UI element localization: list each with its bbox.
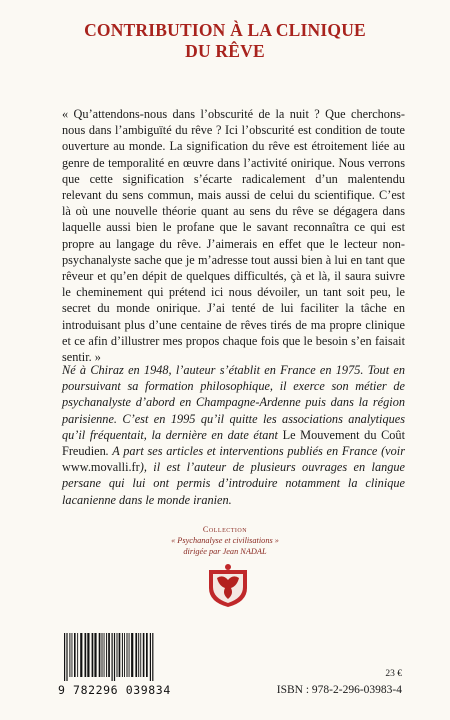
barcode-bar bbox=[64, 633, 65, 681]
author-bio-text-1: Né à Chiraz en 1948, l’auteur s’établit en France en 1975. Tout en poursuivant sa formation philosophique, il exerce son métier de psychanalyste d’abord en Champagne-Ardenne puis dans la région parisienne. C’est en 1995 qu’il quitte les associations analytiques qu’il fréquentait, la dernière en date étant bbox=[62, 363, 405, 442]
barcode-bar bbox=[80, 633, 82, 677]
author-bio-text-2: . A part ses articles et interventions publiés en France (voir bbox=[105, 444, 405, 459]
barcode-bar bbox=[152, 633, 153, 681]
barcode-bar bbox=[119, 633, 121, 677]
author-bio bbox=[62, 362, 405, 508]
barcode-bar bbox=[108, 633, 110, 677]
barcode-number: 9 782296 039834 bbox=[58, 683, 171, 697]
barcode-bar bbox=[104, 633, 105, 677]
book-title bbox=[0, 20, 450, 62]
barcode-bar bbox=[124, 633, 125, 677]
barcode-bar bbox=[74, 633, 76, 677]
author-bio-association: Le Mouvement du Coût Freudien bbox=[62, 427, 405, 459]
barcode-bar bbox=[102, 633, 103, 677]
barcode-bar bbox=[127, 633, 128, 677]
isbn: ISBN : 978-2-296-03983-4 bbox=[276, 684, 402, 696]
author-bio-website: www.movalli.fr bbox=[62, 460, 140, 475]
price: 23 € bbox=[385, 669, 402, 679]
barcode-bar bbox=[94, 633, 96, 677]
barcode-bar bbox=[112, 633, 113, 681]
barcode-bar bbox=[146, 633, 148, 677]
barcode-bar bbox=[122, 633, 123, 677]
barcode-bar bbox=[135, 633, 137, 677]
collection-director: dirigée par Jean NADAL bbox=[183, 547, 267, 556]
collection-name: « Psychanalyse et civilisations » bbox=[171, 536, 279, 545]
publisher-emblem-icon bbox=[207, 562, 249, 608]
barcode-bar bbox=[143, 633, 145, 677]
collection-info bbox=[0, 524, 450, 557]
author-bio-text-3: ), il est l’auteur de plusieurs ouvrages en langue persane qui lui ont permis d’introduire notamment la clinique lacanienne dans le monde iranien. bbox=[62, 460, 405, 507]
book-title-line-2: DU RÊVE bbox=[185, 41, 265, 61]
barcode-bar bbox=[117, 633, 118, 677]
barcode-bar bbox=[114, 633, 115, 681]
barcode-bar bbox=[131, 633, 133, 677]
barcode-bar bbox=[72, 633, 73, 677]
barcode-bar bbox=[66, 633, 67, 681]
blurb-quote: « Qu’attendons-nous dans l’obscurité de la nuit ? Que cherchons-nous dans l’ambiguïté du rêve ? Ici l’obscurité est condition de toute ouverture au monde. La signification du rêve est étroitement liée au genre de temporalité en œuvre dans l’activité onirique. Nous verrons que cette signification s’écarte radicalement d’un malentendu relevant du sens commun, mais aussi de celui du scientifique. C’est là où une nouvelle théorie quant au sens du rêve se dégagera dans laquelle aussi bien le profane que le savant reconnaîtra ce qui est propre au langage du rêve. J’aimerais en effet que le lecteur non-psychanalyste sache que je m’adresse tout aussi bien à lui en tant que rêveur et qu’en dépit de quelques difficultés, çà et là, il saura suivre le cheminement qui prétend ici nous dévoiler, un tant soit peu, le secret du monde onirique. J’ai tenté de lui faciliter la tâche en introduisant plus d’une centaine de rêves tirés de ma propre clinique et ce afin d’illustrer mes propos chaque fois que le besoin s’en faisait sentir. » bbox=[62, 107, 405, 365]
barcode-bar bbox=[69, 633, 70, 677]
barcode-bar bbox=[92, 633, 94, 677]
barcode-bar bbox=[138, 633, 139, 677]
collection-label: Collection bbox=[202, 525, 248, 534]
barcode-bar bbox=[87, 633, 89, 677]
barcode-bar bbox=[150, 633, 151, 681]
book-title-line-1: CONTRIBUTION À LA CLINIQUE bbox=[84, 20, 366, 40]
barcode-bar bbox=[106, 633, 107, 677]
barcode-bar bbox=[85, 633, 87, 677]
barcode-bar bbox=[77, 633, 78, 677]
barcode-icon bbox=[62, 633, 208, 681]
barcode-bar bbox=[129, 633, 130, 677]
barcode-bar bbox=[99, 633, 101, 677]
barcode-bar bbox=[140, 633, 141, 677]
